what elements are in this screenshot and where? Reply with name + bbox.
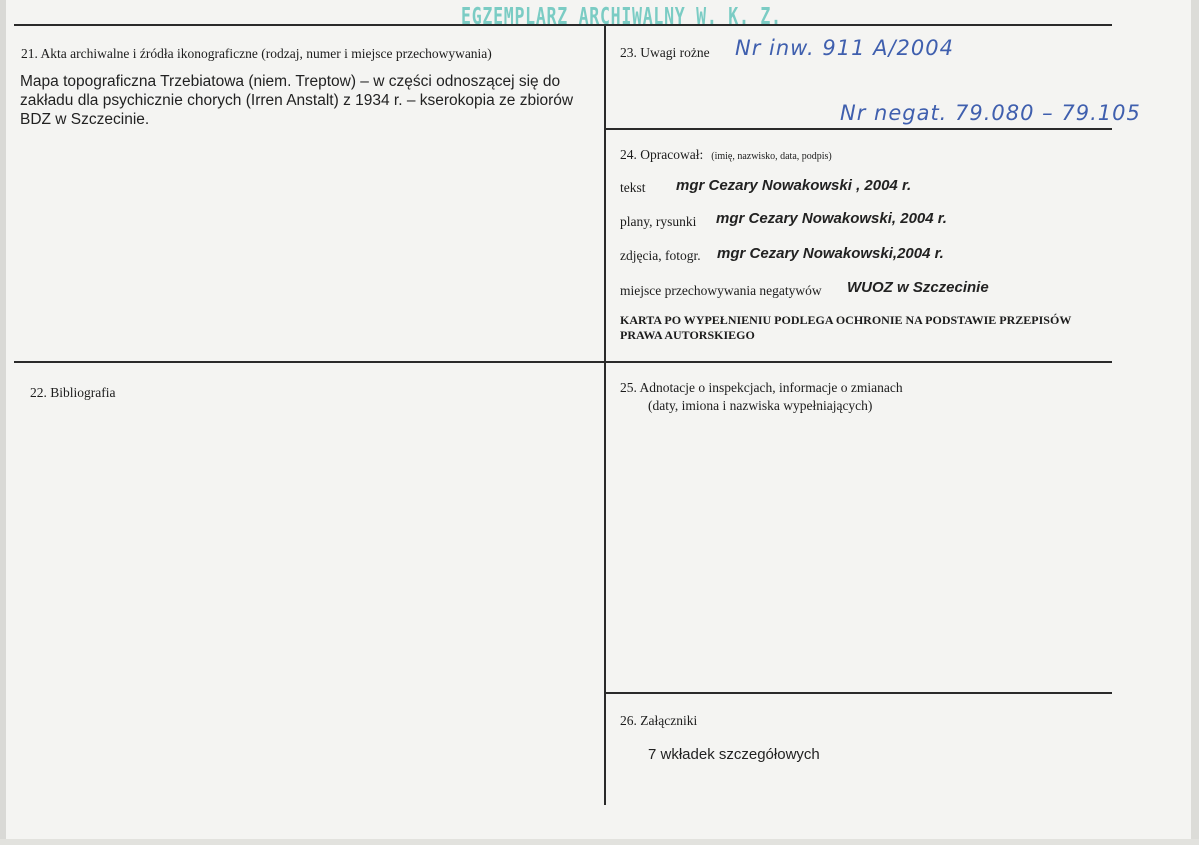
- section-24-subtitle: (imię, nazwisko, data, podpis): [711, 151, 832, 162]
- copyright-note-line-2: PRAWA AUTORSKIEGO: [620, 328, 755, 342]
- top-border-line: [14, 24, 1112, 26]
- copyright-note-line-1: KARTA PO WYPEŁNIENIU PODLEGA OCHRONIE NA PODSTAWIE PRZEPISÓW: [620, 313, 1072, 327]
- section-21-title: 21. Akta archiwalne i źródła ikonograficzne (rodzaj, numer i miejsce przechowywania): [21, 46, 492, 61]
- section-25-title: 25. Adnotacje o inspekcjach, informacje o zmianach: [620, 380, 903, 395]
- page-edge-bottom: [0, 839, 1199, 845]
- photos-author-label: zdjęcia, fotogr.: [620, 248, 701, 263]
- text-author-label: tekst: [620, 180, 646, 195]
- divider-23-24: [605, 128, 1112, 130]
- divider-row: [14, 361, 1112, 363]
- negatives-location-label: miejsce przechowywania negatywów: [620, 283, 822, 298]
- section-25-subtitle: (daty, imiona i nazwiska wypełniających): [648, 398, 873, 413]
- section-21-line-2: zakładu dla psychicznie chorych (Irren Anstalt) z 1934 r. – kserokopia ze zbiorów: [20, 92, 574, 109]
- negatives-location-value: WUOZ w Szczecinie: [847, 279, 989, 296]
- archive-stamp: EGZEMPLARZ ARCHIWALNY W. K. Z.: [461, 4, 782, 30]
- section-22-title: 22. Bibliografia: [30, 385, 116, 400]
- middle-divider: [604, 25, 606, 805]
- page-edge-left: [0, 0, 6, 845]
- text-author-value: mgr Cezary Nowakowski , 2004 r.: [676, 177, 912, 194]
- section-23-title: 23. Uwagi rożne: [620, 45, 710, 60]
- page-edge-right: [1191, 0, 1199, 845]
- section-21-line-3: BDZ w Szczecinie.: [20, 111, 150, 128]
- plans-author-label: plany, rysunki: [620, 214, 697, 229]
- section-24-heading: [620, 147, 832, 163]
- plans-author-value: mgr Cezary Nowakowski, 2004 r.: [716, 210, 947, 227]
- section-21-line-1: Mapa topograficzna Trzebiatowa (niem. Treptow) – w części odnoszącej się do: [20, 73, 561, 90]
- handwritten-inventory-number: Nr inw. 911 A/2004: [735, 36, 954, 60]
- section-24-title: 24. Opracował:: [620, 147, 704, 162]
- handwritten-negative-numbers: Nr negat. 79.080 – 79.105: [840, 101, 1141, 125]
- divider-25-26: [605, 692, 1112, 694]
- photos-author-value: mgr Cezary Nowakowski,2004 r.: [717, 245, 944, 262]
- section-26-title: 26. Załączniki: [620, 713, 698, 728]
- section-26-value: 7 wkładek szczegółowych: [648, 746, 820, 763]
